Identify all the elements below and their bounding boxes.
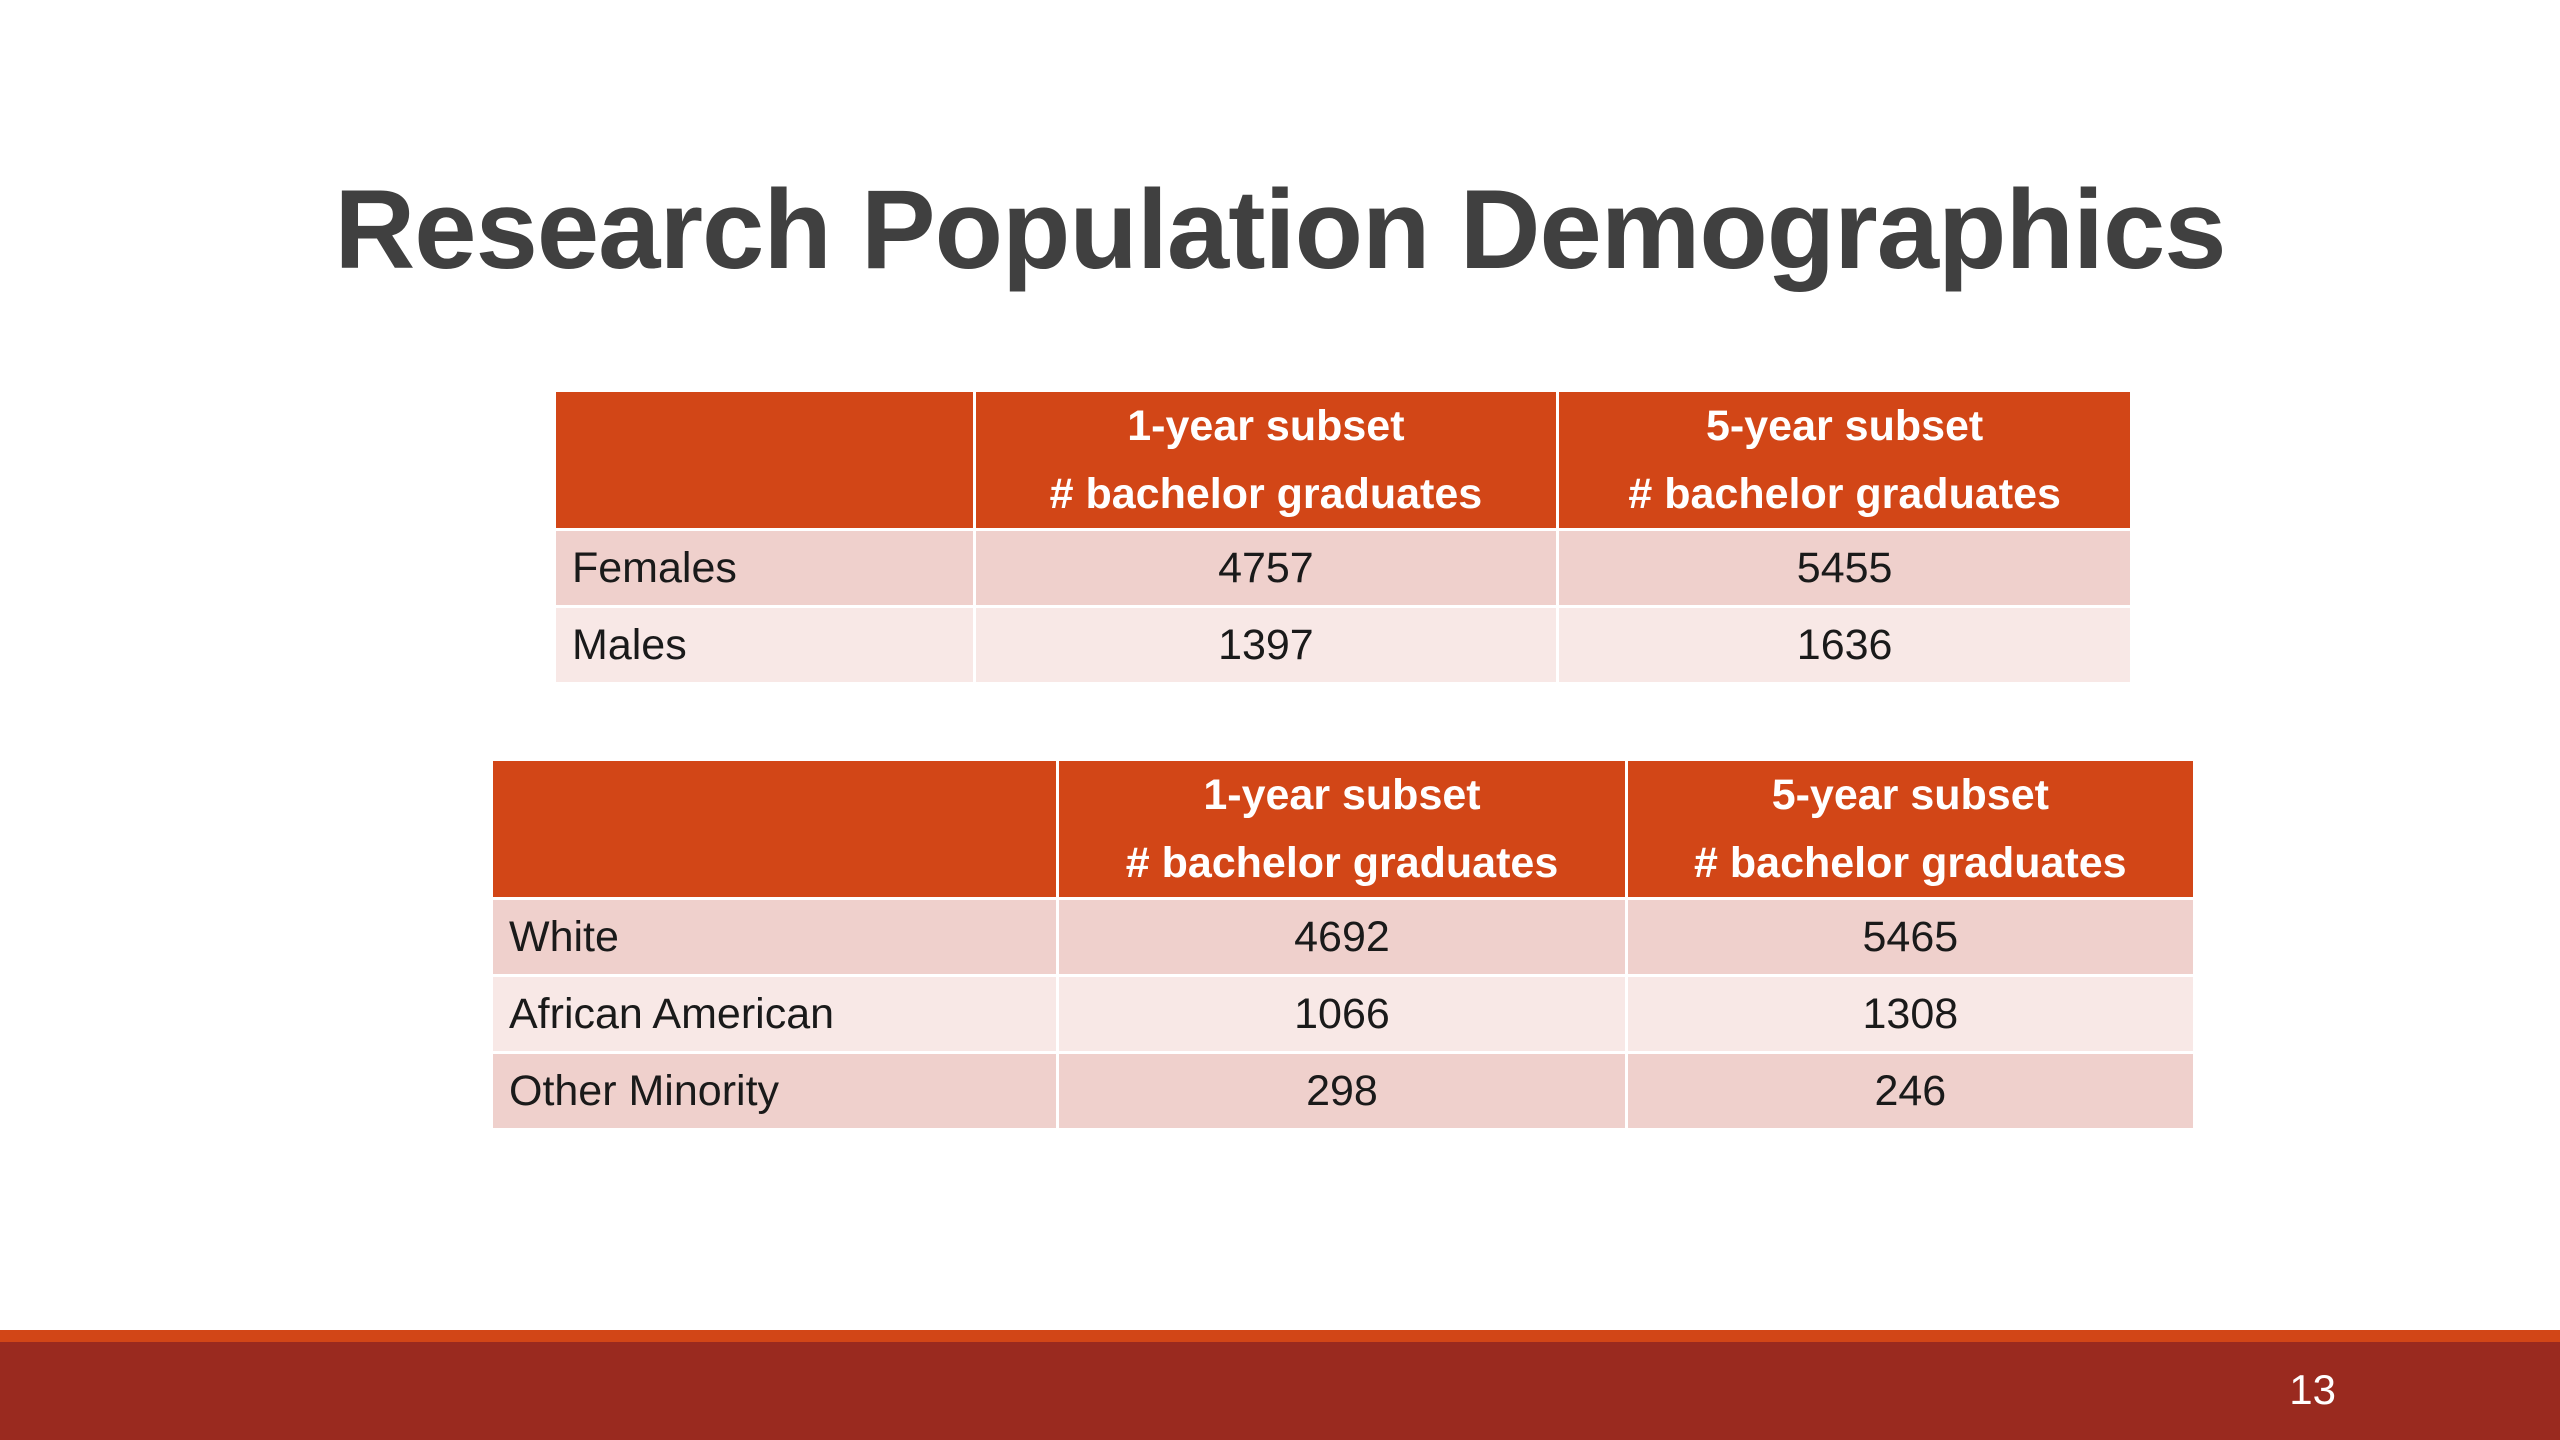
header-one-year	[976, 392, 1557, 528]
row-label: Other Minority	[493, 1054, 1056, 1128]
header-one-year-line2: # bachelor graduates	[1049, 470, 1483, 518]
footer-accent-stripe	[0, 1330, 2560, 1342]
one-year-value: 298	[1059, 1054, 1624, 1128]
header-one-year	[1059, 761, 1624, 897]
race-table	[490, 758, 2196, 1131]
five-year-value: 1308	[1628, 977, 2193, 1051]
five-year-value: 1636	[1559, 608, 2130, 682]
header-five-year-line2: # bachelor graduates	[1628, 470, 2061, 518]
five-year-value: 246	[1628, 1054, 2193, 1128]
row-label: African American	[493, 977, 1056, 1051]
one-year-value: 1397	[976, 608, 1557, 682]
five-year-value: 5465	[1628, 900, 2193, 974]
footer-bar	[0, 1342, 2560, 1440]
one-year-value: 4692	[1059, 900, 1624, 974]
header-one-year-line2: # bachelor graduates	[1125, 839, 1559, 887]
five-year-value: 5455	[1559, 531, 2130, 605]
table-row	[556, 531, 2130, 605]
row-label: Males	[556, 608, 973, 682]
table-row	[556, 608, 2130, 682]
row-label: White	[493, 900, 1056, 974]
header-five-year	[1628, 761, 2193, 897]
table-row	[493, 900, 2193, 974]
table-row	[493, 977, 2193, 1051]
gender-table	[553, 389, 2133, 685]
one-year-value: 4757	[976, 531, 1557, 605]
slide-title: Research Population Demographics	[334, 167, 2226, 292]
header-one-year-line1: 1-year subset	[1127, 402, 1405, 450]
header-one-year-line1: 1-year subset	[1203, 771, 1481, 819]
row-label: Females	[556, 531, 973, 605]
header-empty-cell	[493, 761, 1056, 897]
header-five-year-line1: 5-year subset	[1771, 771, 2049, 819]
one-year-value: 1066	[1059, 977, 1624, 1051]
header-empty-cell	[556, 392, 973, 528]
table-header-row	[493, 761, 2193, 897]
table-header-row	[556, 392, 2130, 528]
header-five-year	[1559, 392, 2130, 528]
header-five-year-line2: # bachelor graduates	[1694, 839, 2127, 887]
table-row	[493, 1054, 2193, 1128]
header-five-year-line1: 5-year subset	[1706, 402, 1984, 450]
page-number: 13	[2289, 1366, 2336, 1413]
